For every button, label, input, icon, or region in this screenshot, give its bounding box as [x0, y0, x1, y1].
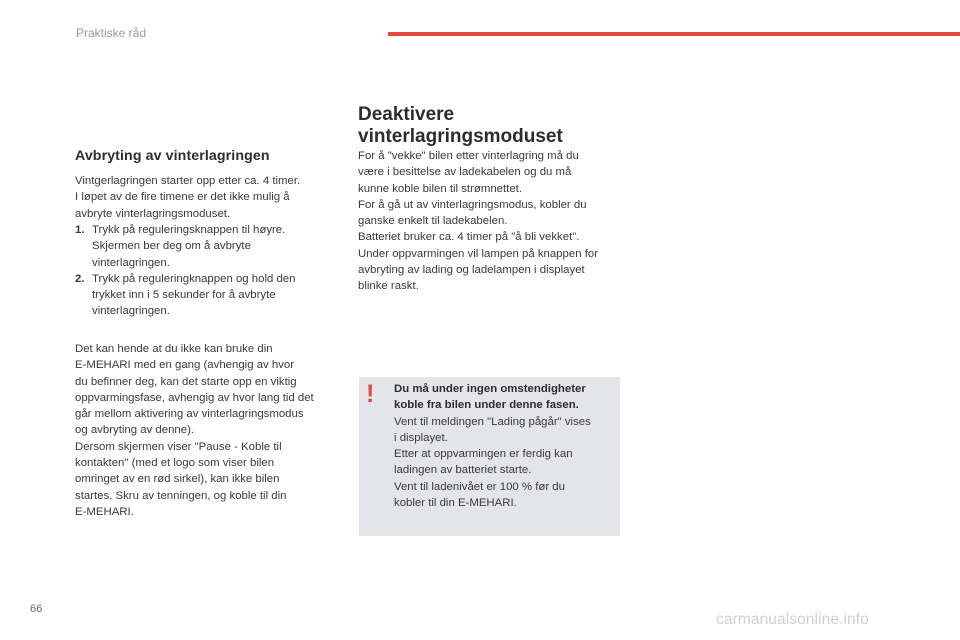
page-number: 66 [30, 603, 43, 615]
step-line: Skjermen ber deg om å avbryte [92, 240, 251, 253]
right-heading-line: Deaktivere [358, 104, 455, 125]
step-line: vinterlagringen. [92, 256, 170, 269]
right-body-line: Batteriet bruker ca. 4 timer på "å bli vekket". [358, 231, 580, 244]
left-intro-line: I løpet av de fire timene er det ikke mulig å [75, 191, 290, 204]
warning-line: Vent til ladenivået er 100 % før du [394, 480, 565, 493]
left-body-line: E-MEHARI. [75, 505, 134, 518]
step-line: Trykk på reguleringsknappen til høyre. [92, 224, 286, 236]
steps-list-wrap [75, 222, 337, 320]
right-body-line: være i besittelse av ladekabelen og du må [358, 166, 572, 179]
left-body-line: Det kan hende at du ikke kan bruke din [75, 343, 273, 355]
warning-line: Vent til meldingen "Lading pågår" vises [394, 415, 591, 428]
left-body-line: E-MEHARI med en gang (avhengig av hvor [75, 359, 295, 372]
warning-line: Etter at oppvarmingen er ferdig kan [394, 448, 573, 461]
step-number: 2. [75, 272, 85, 285]
right-body [358, 148, 620, 295]
right-body-line: ganske enkelt til ladekabelen. [358, 215, 508, 228]
left-intro [75, 173, 337, 222]
step-item [75, 222, 337, 271]
left-body-line: og avbryting av denne). [75, 424, 195, 437]
right-body-line: blinke raskt. [358, 280, 419, 293]
left-body-line: oppvarmingsfase, avhengig av hvor lang tid det [75, 391, 314, 404]
right-body-line: For å "vekke" bilen etter vinterlagring må du [358, 150, 579, 162]
right-body-line: Under oppvarmingen vil lampen på knappen for [358, 247, 598, 260]
right-body-line: For å gå ut av vinterlagringsmodus, kobler du [358, 198, 587, 211]
step-line: Trykk på reguleringknappen og hold den [92, 272, 296, 285]
right-heading-line: vinterlagringsmoduset [358, 126, 563, 147]
right-body-line: avbryting av lading og ladelampen i displayet [358, 264, 585, 277]
warning-line: ladingen av batteriet starte. [394, 464, 532, 477]
warning-bold-line: koble fra bilen under denne fasen. [394, 399, 579, 412]
header-accent-bar [388, 32, 960, 36]
section-title: Praktiske råd [76, 26, 147, 40]
left-body-line: Dersom skjermen viser "Pause - Koble til [75, 440, 282, 453]
left-body-line: kontakten" (med et logo som viser bilen [75, 457, 275, 470]
step-item [75, 271, 337, 320]
left-heading: Avbryting av vinterlagringen [75, 148, 270, 164]
warning-bold-line: Du må under ingen omstendigheter [394, 383, 586, 395]
watermark: carmanualsonline.info [716, 611, 869, 628]
right-body-line: kunne koble bilen til strømnettet. [358, 182, 522, 195]
left-body-line: går mellom aktivering av vinterlagringsmodus [75, 408, 304, 421]
left-body [75, 341, 337, 520]
warning-line: kobler til din E-MEHARI. [394, 497, 517, 510]
steps-list [75, 222, 337, 320]
warning-note-text [394, 381, 614, 511]
left-body-line: omringet av en rød sirkel), kan ikke bilen [75, 473, 280, 486]
left-intro-line: avbryte vinterlagringsmoduset. [75, 207, 231, 220]
left-body-line: du befinner deg, kan det starte opp en viktig [75, 375, 297, 388]
left-intro-line: Vintgerlagringen starter opp etter ca. 4 timer. [75, 175, 301, 187]
warning-line: i displayet. [394, 431, 448, 444]
step-line: vinterlagringen. [92, 305, 170, 318]
left-body-line: startes. Skru av tenningen, og koble til din [75, 489, 287, 502]
right-heading [358, 104, 620, 148]
left-heading-wrap [75, 148, 337, 164]
warning-icon: ! [366, 380, 375, 408]
step-line: trykket inn i 5 sekunder for å avbryte [92, 289, 276, 302]
step-number: 1. [75, 224, 85, 236]
right-heading-wrap [358, 104, 620, 148]
